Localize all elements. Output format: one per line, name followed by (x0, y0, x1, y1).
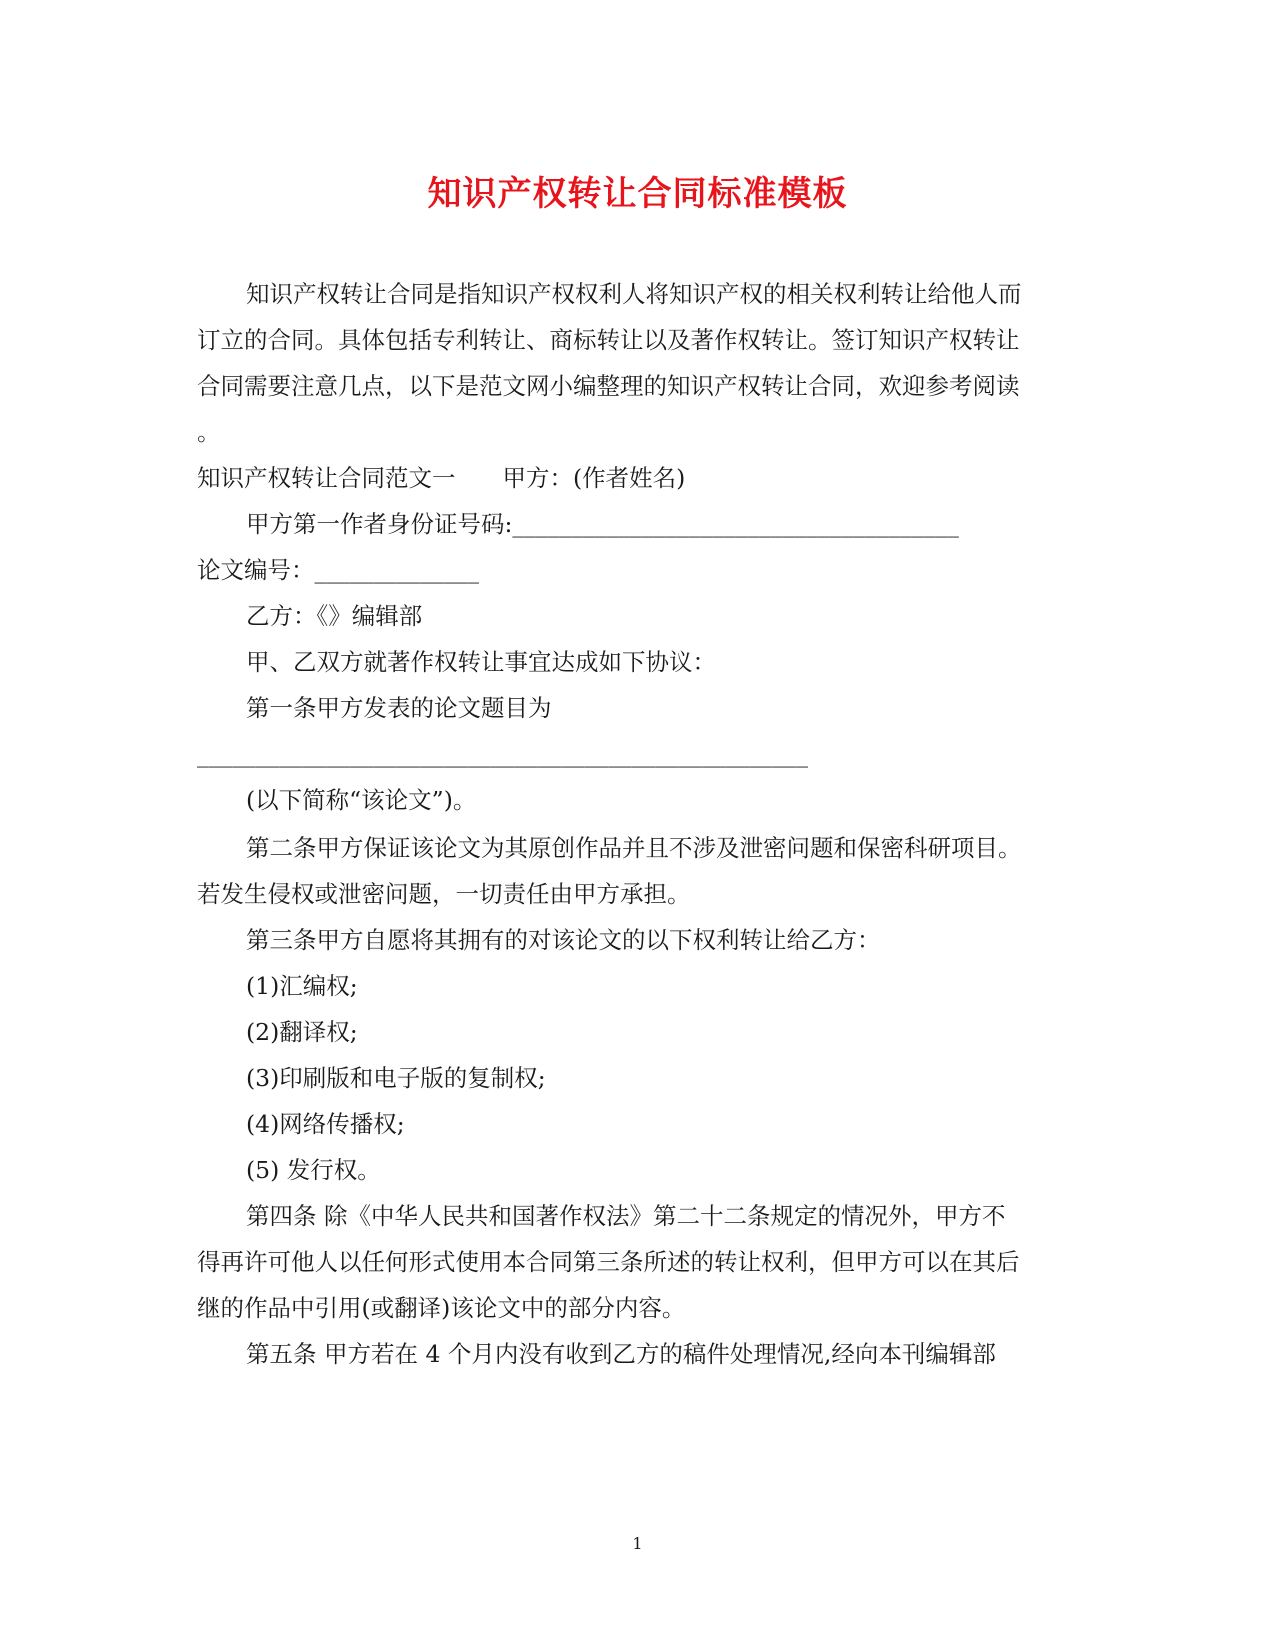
body-line: 第二条甲方保证该论文为其原创作品并且不涉及泄密问题和保密科研项目。 (246, 834, 1022, 862)
body-line: 。 (197, 418, 221, 446)
body-line: (以下简称“该论文”)。 (246, 786, 477, 814)
body-line: 继的作品中引用(或翻译)该论文中的部分内容。 (197, 1294, 686, 1322)
body-line: 甲方第一作者身份证号码:______________________________________ (246, 510, 959, 538)
body-line: 第五条 甲方若在 4 个月内没有收到乙方的稿件处理情况,经向本刊编辑部 (246, 1340, 996, 1368)
body-line: 知识产权转让合同是指知识产权权利人将知识产权的相关权利转让给他人而 (246, 280, 1022, 308)
body-line: (5) 发行权。 (246, 1156, 381, 1184)
body-line: 若发生侵权或泄密问题，一切责任由甲方承担。 (197, 880, 691, 908)
body-line: (3)印刷版和电子版的复制权; (246, 1064, 546, 1092)
body-line: 第一条甲方发表的论文题目为 (246, 694, 552, 722)
body-line: 第四条 除《中华人民共和国著作权法》第二十二条规定的情况外，甲方不 (246, 1202, 1006, 1230)
page-number: 1 (632, 1534, 643, 1553)
document-title: 知识产权转让合同标准模板 (427, 174, 848, 214)
body-line: (4)网络传播权; (246, 1110, 405, 1138)
body-line: 知识产权转让合同范文一 甲方：(作者姓名) (197, 464, 686, 492)
body-line: (1)汇编权; (246, 972, 358, 1000)
body-line: 乙方：《》编辑部 (246, 602, 423, 630)
body-line: 论文编号：______________ (197, 556, 479, 584)
body-line: 订立的合同。具体包括专利转让、商标转让以及著作权转让。签订知识产权转让 (197, 326, 1020, 354)
body-line: 得再许可他人以任何形式使用本合同第三条所述的转让权利，但甲方可以在其后 (197, 1248, 1020, 1276)
body-line: 甲、乙双方就著作权转让事宜达成如下协议： (246, 648, 716, 676)
body-line: (2)翻译权; (246, 1018, 358, 1046)
body-line: 合同需要注意几点，以下是范文网小编整理的知识产权转让合同，欢迎参考阅读 (197, 372, 1020, 400)
body-line: 第三条甲方自愿将其拥有的对该论文的以下权利转让给乙方： (246, 926, 881, 954)
body-line: ____________________________________________________ (197, 740, 808, 768)
